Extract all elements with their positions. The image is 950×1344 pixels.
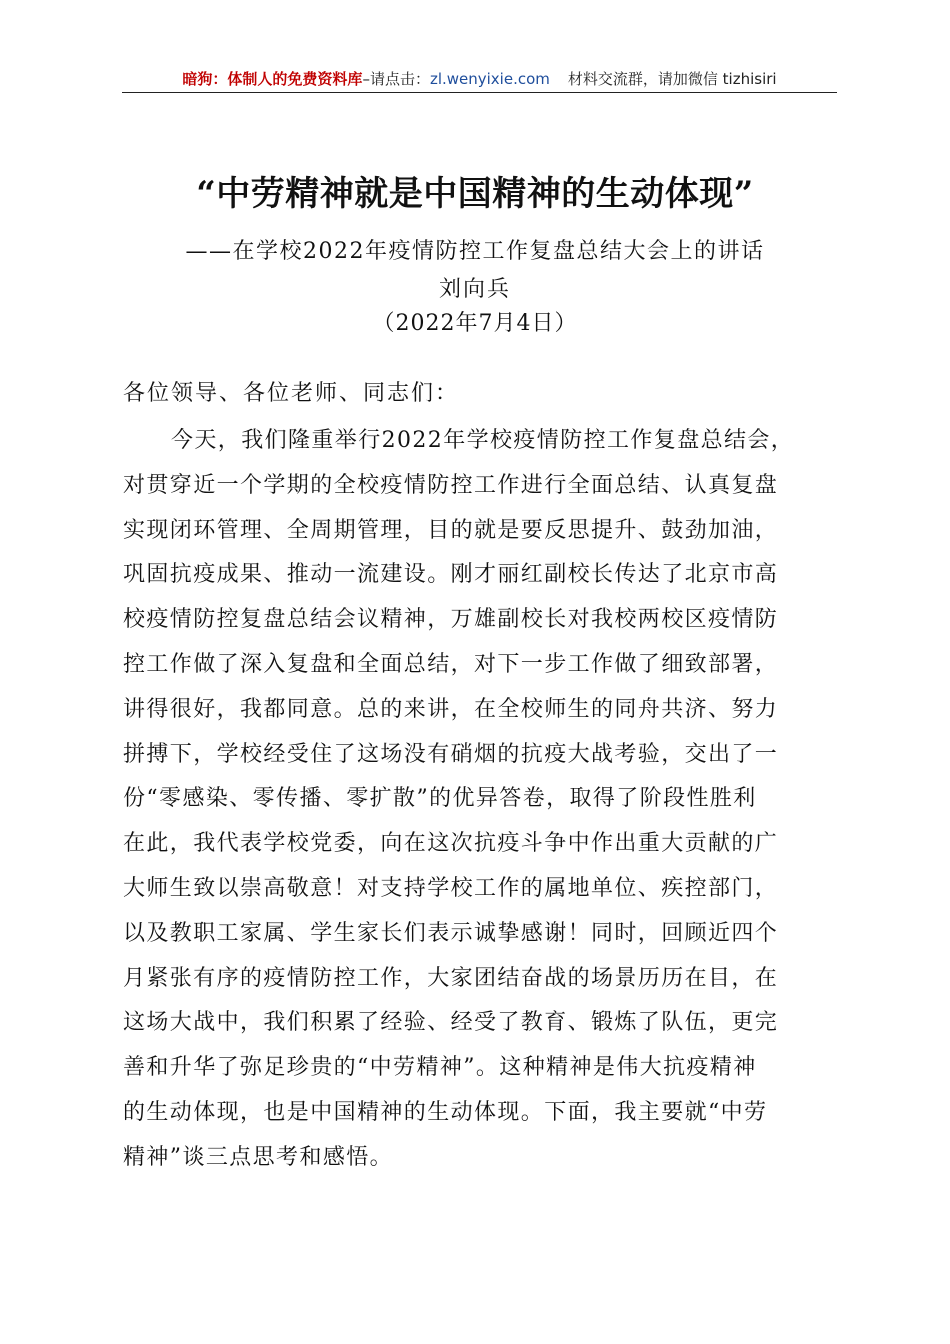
body-line: 月紧张有序的疫情防控工作，大家团结奋战的场景历历在目，在	[123, 965, 779, 991]
header-url-link[interactable]: zl.wenyixie.com	[429, 70, 550, 88]
body-line: 这场大战中，我们积累了经验、经受了教育、锻炼了队伍，更完	[123, 1010, 779, 1036]
body-line: 校疫情防控复盘总结会议精神，万雄副校长对我校两校区疫情防	[123, 607, 779, 633]
body-line: 实现闭环管理、全周期管理，目的就是要反思提升、鼓劲加油，	[123, 517, 779, 543]
header-click-prompt: –请点击：	[362, 70, 430, 88]
body-line: 对贯穿近一个学期的全校疫情防控工作进行全面总结、认真复盘	[123, 472, 779, 498]
salutation: 各位领导、各位老师、同志们：	[123, 381, 460, 406]
body-line: 的生动体现，也是中国精神的生动体现。下面，我主要就“中劳	[123, 1099, 768, 1125]
body-line: 拼搏下，学校经受住了这场没有硝烟的抗疫大战考验，交出了一	[123, 741, 779, 767]
page-header	[122, 66, 837, 93]
body-line: 份“零感染、零传播、零扩散”的优异答卷，取得了阶段性胜利	[123, 786, 757, 812]
document-author: 刘向兵	[438, 277, 511, 302]
document-date: （2022年7月4日）	[372, 311, 578, 336]
body-line: 在此，我代表学校党委，向在这次抗疫斗争中作出重大贡献的广	[123, 831, 779, 857]
body-line: 巩固抗疫成果、推动一流建设。刚才丽红副校长传达了北京市高	[123, 562, 779, 588]
body-line: 讲得很好，我都同意。总的来讲，在全校师生的同舟共济、努力	[123, 696, 779, 722]
body-line: 以及教职工家属、学生家长们表示诚挚感谢！同时，回顾近四个	[123, 920, 779, 946]
document-title: “中劳精神就是中国精神的生动体现”	[196, 174, 754, 214]
body-line: 大师生致以崇高敬意！对支持学校工作的属地单位、疾控部门，	[123, 875, 779, 901]
document-subtitle: ——在学校2022年疫情防控工作复盘总结大会上的讲话	[185, 239, 765, 264]
body-line: 善和升华了弥足珍贵的“中劳精神”。这种精神是伟大抗疫精神	[123, 1055, 757, 1081]
body-line: 精神”谈三点思考和感悟。	[123, 1144, 394, 1170]
header-wechat-note: 材料交流群，请加微信 tizhisiri	[567, 70, 777, 88]
body-line: 控工作做了深入复盘和全面总结，对下一步工作做了细致部署，	[123, 651, 779, 677]
body-line: 今天，我们隆重举行2022年学校疫情防控工作复盘总结会，	[171, 428, 795, 453]
body-paragraph	[123, 419, 839, 1181]
header-site-name: 暗狗：体制人的免费资料库	[182, 70, 363, 88]
